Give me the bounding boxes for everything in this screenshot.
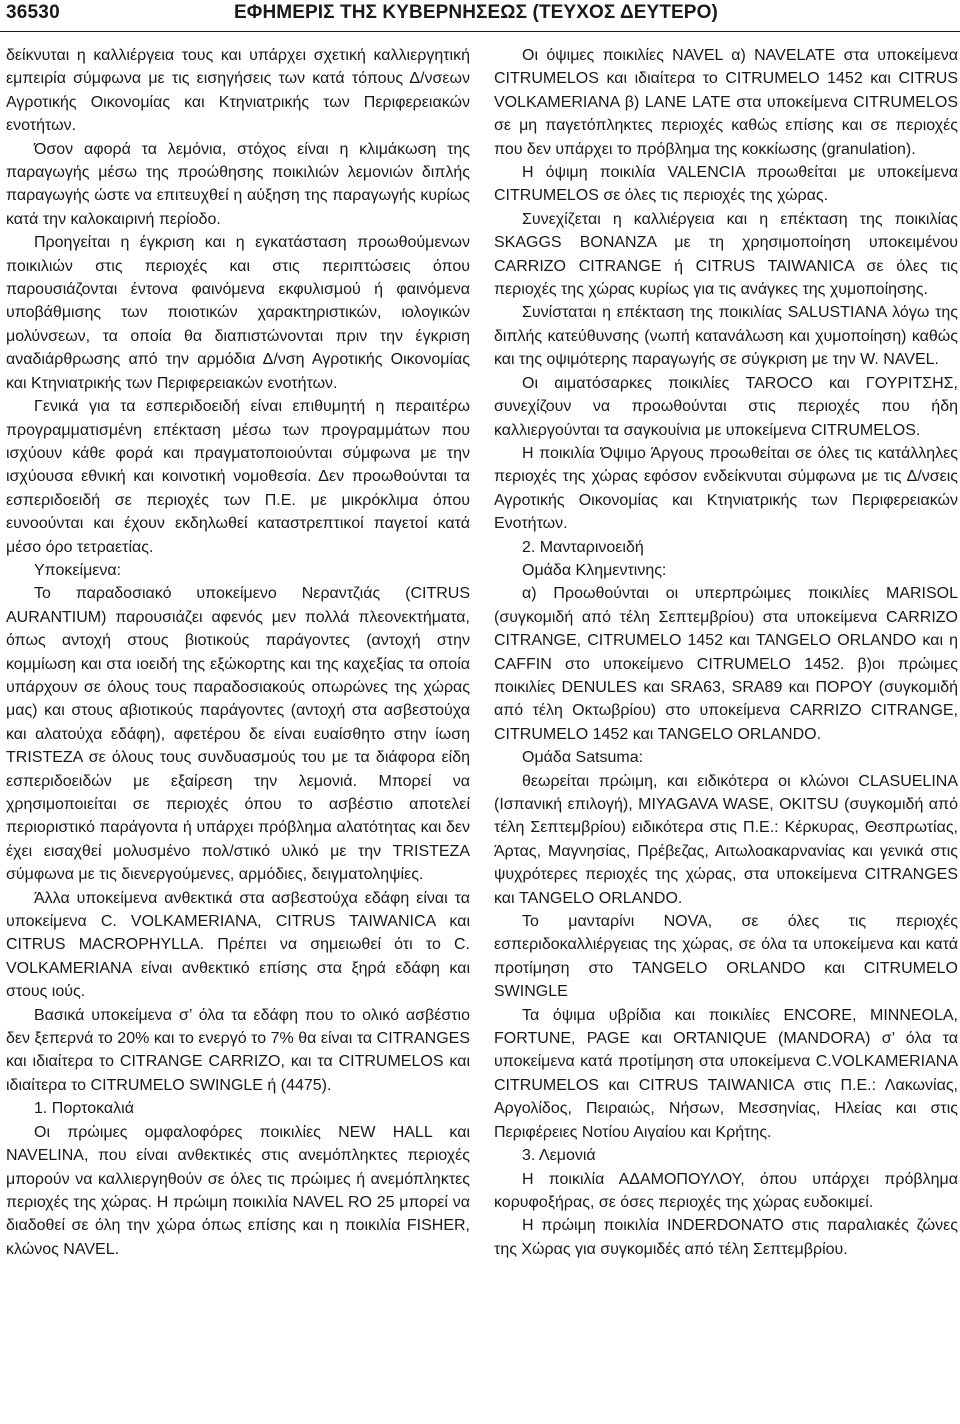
paragraph: Οι αιματόσαρκες ποικιλίες TAROCO και ΓΟΥΡΙΤΣΗΣ, συνεχίζουν να προωθούνται στις περιοχές που ήδη καλλιεργούνται τα σαγκουίνια με υποκείμενα CITRUMELOS. (494, 374, 958, 439)
section-label: Ομάδα Κλημεντινης: (522, 561, 667, 579)
section-label: Ομάδα Satsuma: (522, 749, 644, 767)
header-divider (0, 31, 960, 32)
paragraph: Η ποικιλία Όψιμο Άργους προωθείται σε όλες τις κατάλληλες περιοχές της χώρας εφόσον ενδείκνυται σύμφωνα με τις Δ/νσεις Αγροτικής Οικονομίας και Κτηνιατρικής των Περιφερειακών Ενοτήτων. (494, 444, 958, 533)
section-heading: 1. Πορτοκαλιά (34, 1100, 134, 1118)
paragraph: Η πρώιμη ποικιλία INDERDONATO στις παραλιακές ζώνες της Χώρας για συγκομιδές από τέλη Σεπτεμβρίου. (494, 1217, 958, 1258)
right-column (494, 44, 958, 1261)
paragraph: Το μανταρίνι NOVA, σε όλες τις περιοχές εσπεριδοκαλλιέργειας της χώρας, σε όλα τα υποκείμενα και κατά προτίμηση στο TANGELO ORLANDO και CITRUMELO SWINGLE (494, 913, 958, 1001)
paragraph: δείκνυται η καλλιέργεια τους και υπάρχει σχετική καλλιεργητική εμπειρία σύμφωνα με τις εισηγήσεις των κατά τόπους Δ/νσεων Αγροτικής Οικονομίας και Κτηνιατρικής των Περιφερειακών ενοτήτων. (6, 47, 470, 135)
paragraph: Οι όψιμες ποικιλίες NAVEL α) NAVELATE στα υποκείμενα CITRUMELOS και ιδιαίτερα το CITRUMELO 1452 και CITRUS VOLKAMERIANA β) LANE LATE στα υποκείμενα CITRUMELOS σε μη παγετόπληκτες περιοχές καθώς επίσης και σε περιοχές που δεν υπάρχει το πρόβλημα της κοκκίωσης (granulation). (494, 47, 958, 158)
paragraph: Βασικά υποκείμενα σ’ όλα τα εδάφη που το ολικό ασβέστιο δεν ξεπερνά το 20% και το ενεργό το 7% θα είναι τα CITRANGES και ιδιαίτερα το CITRANGE CARRIZO, και τα CITRUMELOS και ιδιαίτερα το CITRUMELO SWINGLE ή (4475). (6, 1006, 470, 1094)
paragraph: Συνεχίζεται η καλλιέργεια και η επέκταση της ποικιλίας SKAGGS BONANZA με τη χρησιμοποίηση υποκειμένου CARRIZO CITRANGE ή CITRUS TAIWANICA σε όλες τις περιοχές της χώρας κυρίως για τις ανάγκες της χυμοποίησης. (494, 210, 958, 299)
paragraph: θεωρείται πρώιμη, και ειδικότερα οι κλώνοι CLASUELINA (Ισπανική επιλογή), MIYAGAVA WASE, OKITSU (συγκομιδή από τέλη Σεπτεμβρίου) ειδικότερα στις Π.Ε.: Κέρκυρας, Θεσπρωτίας, Άρτας, Μαγνησίας, Πρέβεζας, Αιτωλοακαρνανίας και γενικά στις ψυχρότερες περιοχές της χώρας, στα υποκείμενα CITRANGES και TANGELO ORLANDO. (494, 772, 958, 907)
paragraph: Γενικά για τα εσπεριδοειδή είναι επιθυμητή η περαιτέρω προγραμματισμένη επέκταση μέσω των προγραμμάτων που ισχύουν κάθε φορά και πραγματοποιούνται σύμφωνα με την ισχύουσα εθνική και κοινοτική νομοθεσία. Δεν προωθούνται τα εσπεριδοειδή σε περιοχές των Π.Ε. με μικρόκλιμα όπου ευνοούνται και έχουν εκδηλωθεί καταστρεπτικοί παγετοί κατά μέσο όρο τετραετίας. (6, 398, 470, 556)
paragraph: Το παραδοσιακό υποκείμενο Νεραντζιάς (CITRUS AURANTIUM) παρουσιάζει αφενός μεν πολλά πλεονεκτήματα, όπως αντοχή στους βιοτικούς παράγοντες (αντοχή στην κομμίωση και στα ιοειδή της εξώκορτης και της καχεξίας τα οποία υπάρχουν σε όλους τους παραδοσιακούς οπωρώνες της χώρας μας) και στους αβιοτικούς παράγοντες (αντοχή στα ασβεστούχα και αλατούχα εδάφη), αφετέρου δε είναι ευαίσθητο στην ίωση TRISTEZA σε όλους τους συνδυασμούς του με τα διάφορα είδη εσπεριδοειδών με εξαίρεση την λεμονιά. Μπορεί να χρησιμοποιείται σε περιοχές όπου το ασβέστιο αποτελεί περιοριστικό παράγοντα ή υπάρχει πρόβλημα αλατότητας και δεν έχει εισαχθεί μολυσμένο πολ/στικό υλικό με την TRISTEZA σύμφωνα με τις διενεργούμενες, αρμόδιες, δειγματοληψίες. (6, 585, 470, 884)
paragraph: Η ποικιλία ΑΔΑΜΟΠΟΥΛΟΥ, όπου υπάρχει πρόβλημα κορυφοξήρας, σε όσες περιοχές της χώρας ευδοκιμεί. (494, 1170, 958, 1211)
paragraph: Συνίσταται η επέκταση της ποικιλίας SALUSTIANA λόγω της διπλής κατεύθυνσης (νωπή κατανάλωση και χυμοποίηση) καθώς και της οψιμότερης παραγωγής σε σύγκριση με την W. NAVEL. (494, 304, 958, 369)
paragraph: α) Προωθούνται οι υπερπρώιμες ποικιλίες MARISOL (συγκομιδή από τέλη Σεπτεμβρίου) στα υποκείμενα CARRIZO CITRANGE, CITRUMELO 1452 και TANGELO ORLANDO και η CAFFIN στο υποκείμενο CITRUMELO 1452. β)οι πρώιμες ποικιλίες DENULES και SRA63, SRA89 και ΠΟΡΟΥ (συγκομιδή από τέλη Οκτωβρίου) στο υποκείμενα CARRIZO CITRANGE, CITRUMELO 1452 και TANGELO ORLANDO. (494, 585, 958, 743)
page-number: 36530 (6, 2, 60, 23)
page-header (0, 0, 960, 30)
paragraph: Άλλα υποκείμενα ανθεκτικά στα ασβεστούχα εδάφη είναι τα υποκείμενα C. VOLKAMERIANA, CITRUS TAIWANICA και CITRUS MACROPHYLLA. Πρέπει να σημειωθεί ότι το C. VOLKAMERIANA είναι ανθεκτικό επίσης στα ξηρά εδάφη και στους ιούς. (6, 889, 470, 1001)
paragraph: Τα όψιμα υβρίδια και ποικιλίες ENCORE, MINNEOLA, FORTUNE, PAGE και ORTANIQUE (MANDORA) σ’ όλα τα υποκείμενα κατά προτίμηση στα υποκείμενα C.VOLKAMERIANA CITRUMELOS και CITRUS TAIWANICA στις Π.Ε.: Λακωνίας, Αργολίδος, Πειραιώς, Νήσων, Μεσσηνίας, Ηλείας και στις Περιφέρειες Νοτίου Αιγαίου και Κρήτης. (494, 1006, 958, 1141)
section-heading: 2. Μανταρινοειδή (522, 538, 644, 556)
paragraph: Οι πρώιμες ομφαλοφόρες ποικιλίες NEW HALL και NAVELINA, που είναι ανθεκτικές στις ανεμόπληκτες περιοχές μπορούν να καλλιεργηθούν σε όλες τις πρώιμες ή ανεμόπληκτες περιοχές της χώρας. Η πρώιμη ποικιλία NAVEL RO 25 μπορεί να διαδοθεί σε όλη την χώρα όπως επίσης και η ποικιλία FISHER, κλώνος NAVEL. (6, 1123, 470, 1258)
left-column (6, 44, 470, 1261)
section-heading: 3. Λεμονιά (522, 1147, 596, 1165)
paragraph: Προηγείται η έγκριση και η εγκατάσταση προωθούμενων ποικιλιών στις περιοχές και στις περιπτώσεις όπου παρουσιάζονται έντονα φαινόμενα εκφυλισμού ή φαινόμενα υποβάθμισης των ποιοτικών χαρακτηριστικών, ιολογικών μολύνσεων, τα οποία θα διαπιστώνονται πριν την έγκριση αναδιάρθρωσης από την αρμόδια Δ/νση Αγροτικής Οικονομίας και Κτηνιατρικής των Περιφερειακών ενοτήτων. (6, 234, 470, 392)
paragraph: Η όψιμη ποικιλία VALENCIA προωθείται με υποκείμενα CITRUMELOS σε όλες τις περιοχές της χώρας. (494, 164, 958, 205)
journal-title: ΕΦΗΜΕΡΙΣ ΤΗΣ ΚΥΒΕΡΝΗΣΕΩΣ (ΤΕΥΧΟΣ ΔΕΥΤΕΡΟ) (234, 2, 718, 23)
paragraph: Όσον αφορά τα λεμόνια, στόχος είναι η κλιμάκωση της παραγωγής μέσω της προώθησης ποικιλιών λεμονιών διπλής παραγωγής ώστε να επιτευχθεί η αύξηση της παραγωγής κυρίως κατά την καλοκαιρινή περίοδο. (6, 140, 470, 228)
section-label: Υποκείμενα: (34, 561, 122, 579)
